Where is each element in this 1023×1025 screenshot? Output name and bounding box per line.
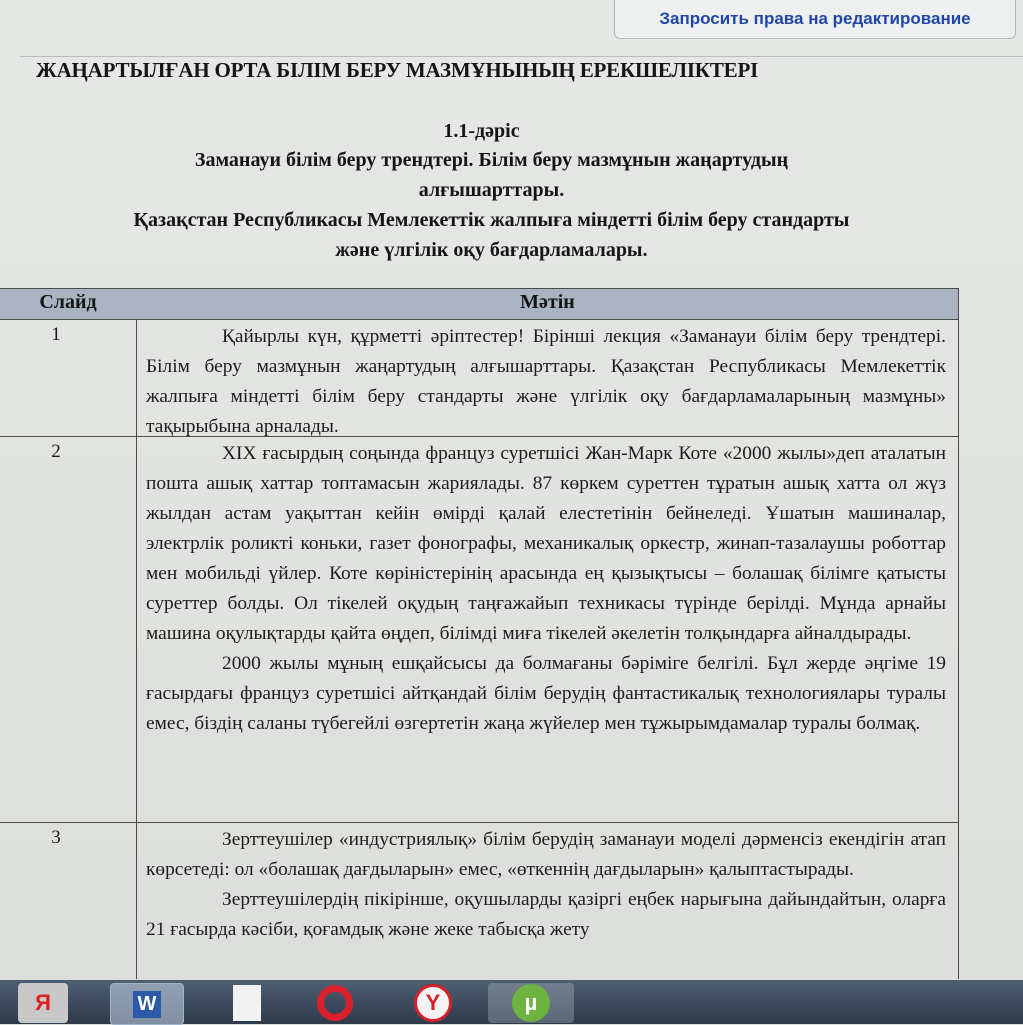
paragraph: 2000 жылы мұның ешқайсысы да болмағаны бәріміге белгілі. Бұл жерде әңгіме 19 ғасырдағы француз суретшісі айтқандай білім берудің фантастикалық технологиялары туралы емес, біздің саланы түбегейлі өзгертетін жаңа жүйелер мен тұжырымдамалар туралы болмақ. [146, 653, 946, 734]
table-row [0, 823, 958, 980]
slide-number: 3 [51, 827, 61, 848]
yandex-browser-icon[interactable] [408, 983, 458, 1023]
lecture-title [0, 145, 1003, 265]
word-icon[interactable] [110, 983, 184, 1025]
title-line: және үлгілік оқу бағдарламалары. [335, 239, 648, 261]
title-line: Қазақстан Республикасы Мемлекеттік жалпыға міндетті білім беру стандарты [133, 209, 850, 231]
file-icon[interactable] [222, 983, 272, 1023]
paragraph: Зерттеушілердің пікірінше, оқушыларды қазіргі еңбек нарығына дайындайтын, оларға 21 ғасырда кәсіби, қоғамдық және жеке табысқа жету [146, 889, 946, 940]
paragraph: Зерттеушілер «индустриялық» білім берудің заманауи моделі дәрменсіз екендігін атап көрсетеді: ол «болашақ дағдыларын» емес, «өткеннің дағдыларын» қалыптастырады. [146, 829, 946, 880]
ybrowser-circle: Y [414, 984, 452, 1022]
file-shape [233, 985, 261, 1021]
document-header: ЖАҢАРТЫЛҒАН ОРТА БІЛІМ БЕРУ МАЗМҰНЫНЫҢ ЕРЕКШЕЛІКТЕРІ [36, 58, 759, 82]
header-text: Мәтін [520, 291, 575, 313]
yandex-icon[interactable] [18, 983, 68, 1023]
lecture-number: 1.1-дәріс [443, 120, 520, 142]
word-letter: W [133, 991, 162, 1018]
title-line: алғышарттары. [418, 179, 565, 201]
page-top-divider [20, 56, 1023, 57]
table-row [0, 437, 958, 823]
opera-icon[interactable] [310, 983, 360, 1023]
paragraph: Қайырлы күн, құрметті әріптестер! Бірінші лекция «Заманауи білім беру трендтері. Білім беру мазмұнын жаңартудың алғышарттары. Қазақстан Республикасы Мемлекеттік жалпыға міндетті білім беру стандарты және үлгілік оқу бағдарламаларының мазмұны» тақырыбына арналады. [146, 326, 946, 437]
utorrent-icon[interactable] [488, 983, 574, 1023]
slide-text[interactable] [146, 322, 946, 442]
yandex-letter: Я [35, 990, 51, 1015]
header-slide: Слайд [39, 291, 97, 313]
title-line: Заманауи білім беру трендтері. Білім беру мазмұнын жаңартудың [194, 149, 789, 171]
slide-text[interactable] [146, 825, 946, 945]
slide-number: 1 [51, 324, 61, 345]
table-header [0, 289, 958, 320]
utorrent-circle: µ [512, 984, 550, 1022]
request-edit-button[interactable]: Запросить права на редактирование [614, 0, 1016, 39]
slide-number: 2 [51, 441, 61, 462]
paragraph: XIX ғасырдың соңында француз суретшісі Жан-Марк Коте «2000 жылы»деп аталатын пошта ашық хаттар топтамасын жариялады. 87 көркем суреттен тұратын ашық хатта ол жүз жылдан астам уақыттан кейін өмірді қалай елестетінін бейнеледі. Ұшатын машиналар, электрлік роликті коньки, газет фонографы, механикалық оркестр, жинап-тазалаушы роботтар мен мобильді үйлер. Коте көріністерінің арасында ең қызықтысы – болашақ білімге қатысты суреттер болды. Ол тікелей оқудың таңғажайып техникасы түрінде берілді. Мұнда арнайы машина оқулықтарды қайта өңдеп, білімді миға тікелей әкелетін толқындарға айналдырады. [146, 443, 946, 644]
slides-table [0, 288, 959, 979]
table-row [0, 320, 958, 437]
slide-text[interactable] [146, 439, 946, 739]
opera-ring [317, 985, 353, 1021]
taskbar [0, 980, 1023, 1024]
